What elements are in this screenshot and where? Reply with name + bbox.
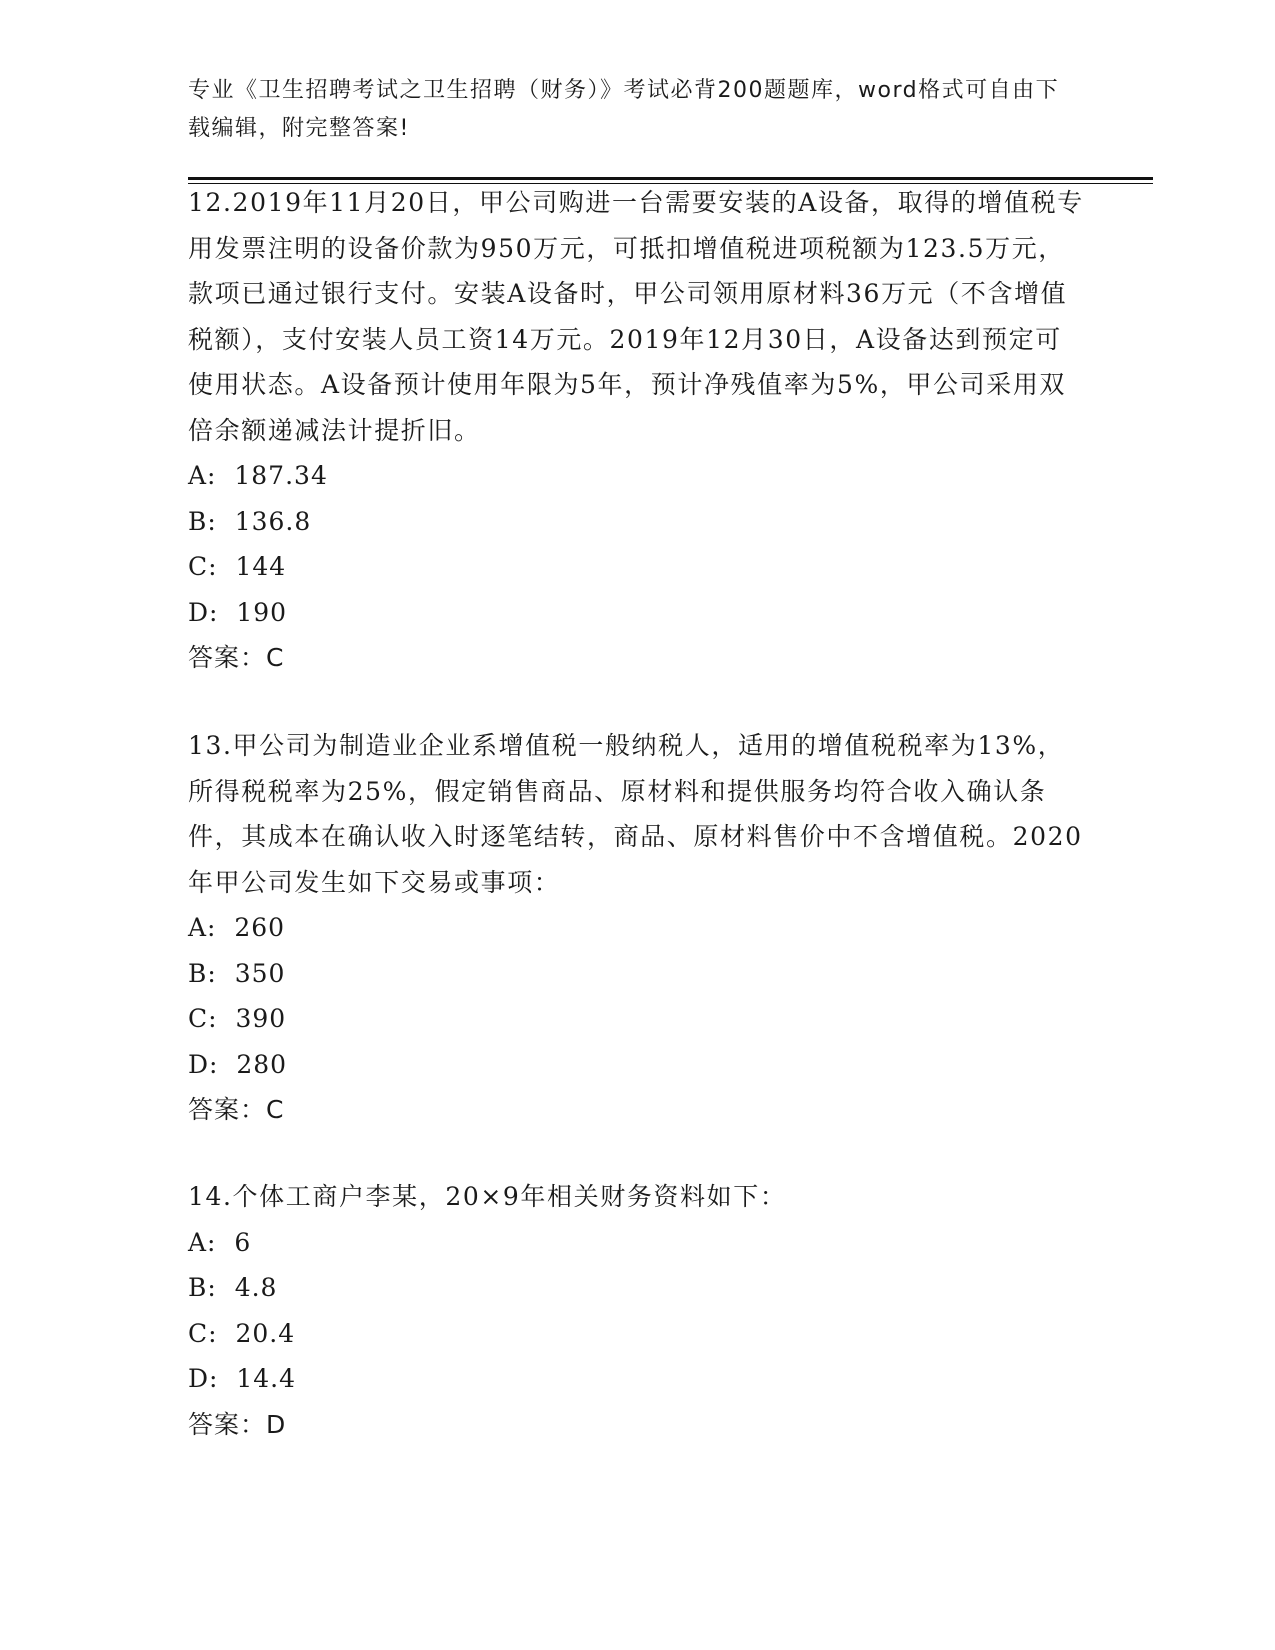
question-13 xyxy=(188,723,1088,1133)
question-stem: 12.2019年11月20日，甲公司购进一台需要安装的A设备，取得的增值税专用发票注明的设备价款为950万元，可抵扣增值税进项税额为123.5万元，款项已通过银行支付。安装A设备时，甲公司领用原材料36万元（不含增值税额），支付安装人员工资14万元。2019年12月30日，A设备达到预定可使用状态。A设备预计使用年限为5年，预计净残值率为5%，甲公司采用双倍余额递减法计提折旧。 xyxy=(188,188,1084,445)
question-12 xyxy=(188,180,1088,681)
option-b: B: 350 xyxy=(188,958,286,988)
option-b: B: 136.8 xyxy=(188,506,312,536)
option-a: A: 187.34 xyxy=(188,461,328,490)
option-c: C: 390 xyxy=(188,1004,287,1033)
option-a: A: 260 xyxy=(188,913,286,942)
option-d: D: 14.4 xyxy=(188,1364,297,1393)
option-c: C: 144 xyxy=(188,552,287,581)
question-14 xyxy=(188,1174,1088,1447)
option-b: B: 4.8 xyxy=(188,1273,278,1302)
question-stem: 13.甲公司为制造业企业系增值税一般纳税人，适用的增值税税率为13%，所得税税率为25%，假定销售商品、原材料和提供服务均符合收入确认条件，其成本在确认收入时逐笔结转，商品、原材料售价中不含增值税。2020年甲公司发生如下交易或事项： xyxy=(188,731,1083,897)
answer: 答案：D xyxy=(188,1409,287,1439)
question-stem: 14.个体工商户李某，20×9年相关财务资料如下： xyxy=(188,1182,787,1211)
answer: 答案：C xyxy=(188,1095,285,1124)
document-header: 专业《卫生招聘考试之卫生招聘（财务）》考试必背200题题库，word格式可自由下载编辑，附完整答案! xyxy=(188,78,1060,141)
option-a: A: 6 xyxy=(188,1227,252,1257)
option-c: C: 20.4 xyxy=(188,1318,296,1348)
answer: 答案：C xyxy=(188,643,285,672)
option-d: D: 280 xyxy=(188,1049,288,1079)
option-d: D: 190 xyxy=(188,597,288,627)
